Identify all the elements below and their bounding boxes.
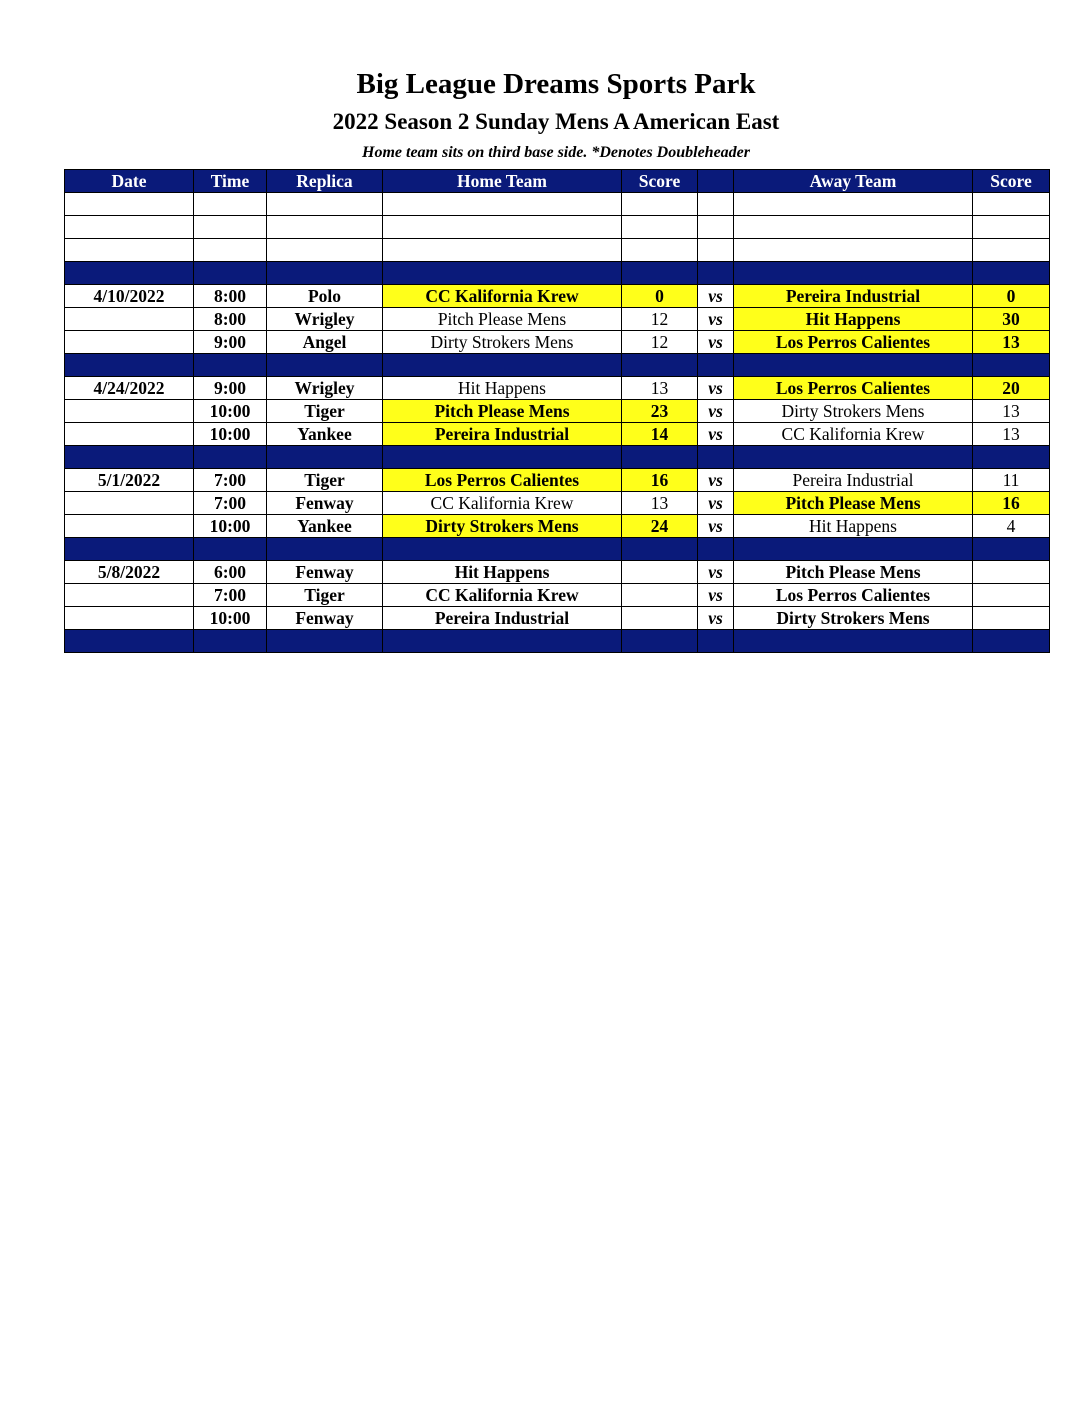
date-cell: 4/10/2022: [65, 285, 194, 308]
game-row: [65, 584, 1050, 607]
replica-cell: Tiger: [267, 400, 383, 423]
replica-cell: [267, 262, 383, 285]
time-cell: [194, 239, 267, 262]
replica-cell: Fenway: [267, 561, 383, 584]
game-row: [65, 423, 1050, 446]
home-team-cell: Pitch Please Mens: [383, 400, 622, 423]
date-cell: [65, 308, 194, 331]
replica-cell: [267, 193, 383, 216]
col-header-home-team: Home Team: [383, 170, 622, 193]
vs-cell: [698, 446, 734, 469]
away-score-cell: 20: [973, 377, 1050, 400]
away-score-cell: [973, 607, 1050, 630]
away-score-cell: [973, 262, 1050, 285]
away-team-cell: Pitch Please Mens: [734, 492, 973, 515]
away-score-cell: 13: [973, 331, 1050, 354]
home-team-cell: Dirty Strokers Mens: [383, 331, 622, 354]
home-team-cell: Hit Happens: [383, 377, 622, 400]
home-team-cell: Pitch Please Mens: [383, 308, 622, 331]
away-team-cell: [734, 354, 973, 377]
home-score-cell: 12: [622, 308, 698, 331]
time-cell: 7:00: [194, 469, 267, 492]
vs-cell: vs: [698, 285, 734, 308]
home-score-cell: 16: [622, 469, 698, 492]
time-cell: [194, 446, 267, 469]
home-score-cell: [622, 607, 698, 630]
time-cell: 10:00: [194, 400, 267, 423]
replica-cell: [267, 446, 383, 469]
home-team-cell: [383, 630, 622, 653]
date-cell: [65, 607, 194, 630]
home-team-cell: [383, 354, 622, 377]
away-team-cell: Hit Happens: [734, 515, 973, 538]
separator-row: [65, 262, 1050, 285]
vs-cell: vs: [698, 308, 734, 331]
home-team-cell: Hit Happens: [383, 561, 622, 584]
time-cell: 10:00: [194, 423, 267, 446]
col-header-time: Time: [194, 170, 267, 193]
blank-row: [65, 193, 1050, 216]
time-cell: [194, 193, 267, 216]
away-score-cell: 30: [973, 308, 1050, 331]
vs-cell: [698, 262, 734, 285]
date-cell: [65, 492, 194, 515]
page-subtitle: 2022 Season 2 Sunday Mens A American East: [332, 109, 780, 134]
replica-cell: Angel: [267, 331, 383, 354]
separator-row: [65, 446, 1050, 469]
replica-cell: [267, 538, 383, 561]
date-cell: [65, 630, 194, 653]
date-cell: [65, 216, 194, 239]
away-score-cell: [973, 538, 1050, 561]
home-team-cell: [383, 538, 622, 561]
game-row: [65, 515, 1050, 538]
away-team-cell: [734, 630, 973, 653]
away-score-cell: 16: [973, 492, 1050, 515]
home-score-cell: 23: [622, 400, 698, 423]
game-row: [65, 561, 1050, 584]
away-team-cell: Los Perros Calientes: [734, 584, 973, 607]
home-score-cell: [622, 538, 698, 561]
vs-cell: [698, 630, 734, 653]
time-cell: 8:00: [194, 285, 267, 308]
vs-cell: [698, 354, 734, 377]
date-cell: [65, 515, 194, 538]
game-row: [65, 492, 1050, 515]
away-team-cell: [734, 446, 973, 469]
game-row: [65, 469, 1050, 492]
home-team-cell: [383, 193, 622, 216]
vs-cell: [698, 216, 734, 239]
separator-row: [65, 354, 1050, 377]
page-note: Home team sits on third base side. *Denotes Doubleheader: [362, 144, 750, 161]
away-score-cell: [973, 584, 1050, 607]
home-score-cell: [622, 193, 698, 216]
away-score-cell: [973, 239, 1050, 262]
replica-cell: [267, 630, 383, 653]
vs-cell: [698, 239, 734, 262]
replica-cell: Fenway: [267, 492, 383, 515]
away-score-cell: 13: [973, 400, 1050, 423]
home-team-cell: CC Kalifornia Krew: [383, 285, 622, 308]
home-score-cell: 14: [622, 423, 698, 446]
away-team-cell: [734, 262, 973, 285]
time-cell: 9:00: [194, 331, 267, 354]
vs-cell: vs: [698, 607, 734, 630]
away-score-cell: [973, 216, 1050, 239]
time-cell: [194, 538, 267, 561]
blank-row: [65, 239, 1050, 262]
away-team-cell: Hit Happens: [734, 308, 973, 331]
away-score-cell: 11: [973, 469, 1050, 492]
away-score-cell: [973, 561, 1050, 584]
game-row: [65, 285, 1050, 308]
away-score-cell: 13: [973, 423, 1050, 446]
vs-cell: vs: [698, 400, 734, 423]
date-cell: [65, 423, 194, 446]
replica-cell: Wrigley: [267, 377, 383, 400]
col-header-away-score: Score: [973, 170, 1050, 193]
replica-cell: [267, 216, 383, 239]
date-cell: [65, 193, 194, 216]
date-cell: 5/8/2022: [65, 561, 194, 584]
home-score-cell: 13: [622, 377, 698, 400]
away-team-cell: Los Perros Calientes: [734, 377, 973, 400]
schedule-table: [64, 169, 1050, 653]
date-cell: [65, 262, 194, 285]
game-row: [65, 377, 1050, 400]
home-team-cell: Dirty Strokers Mens: [383, 515, 622, 538]
home-score-cell: [622, 584, 698, 607]
col-header-replica: Replica: [267, 170, 383, 193]
date-cell: [65, 331, 194, 354]
time-cell: 10:00: [194, 515, 267, 538]
home-team-cell: [383, 262, 622, 285]
date-cell: [65, 538, 194, 561]
vs-cell: vs: [698, 377, 734, 400]
game-row: [65, 308, 1050, 331]
home-score-cell: 12: [622, 331, 698, 354]
date-cell: [65, 446, 194, 469]
date-cell: 4/24/2022: [65, 377, 194, 400]
page-title: Big League Dreams Sports Park: [356, 68, 756, 100]
separator-row: [65, 538, 1050, 561]
col-header-away-team: Away Team: [734, 170, 973, 193]
away-team-cell: [734, 239, 973, 262]
time-cell: 7:00: [194, 492, 267, 515]
away-team-cell: Pereira Industrial: [734, 285, 973, 308]
home-score-cell: [622, 216, 698, 239]
away-team-cell: [734, 538, 973, 561]
vs-cell: vs: [698, 423, 734, 446]
time-cell: 8:00: [194, 308, 267, 331]
away-team-cell: [734, 216, 973, 239]
game-row: [65, 607, 1050, 630]
replica-cell: Polo: [267, 285, 383, 308]
away-score-cell: 4: [973, 515, 1050, 538]
time-cell: [194, 354, 267, 377]
home-score-cell: [622, 354, 698, 377]
vs-cell: [698, 193, 734, 216]
time-cell: [194, 216, 267, 239]
time-cell: 6:00: [194, 561, 267, 584]
home-team-cell: Los Perros Calientes: [383, 469, 622, 492]
away-team-cell: CC Kalifornia Krew: [734, 423, 973, 446]
time-cell: [194, 262, 267, 285]
home-score-cell: [622, 630, 698, 653]
home-team-cell: [383, 446, 622, 469]
replica-cell: Fenway: [267, 607, 383, 630]
replica-cell: [267, 239, 383, 262]
vs-cell: vs: [698, 515, 734, 538]
away-team-cell: [734, 193, 973, 216]
replica-cell: Tiger: [267, 469, 383, 492]
away-score-cell: [973, 193, 1050, 216]
time-cell: 9:00: [194, 377, 267, 400]
home-score-cell: [622, 239, 698, 262]
home-team-cell: [383, 239, 622, 262]
away-score-cell: [973, 354, 1050, 377]
replica-cell: [267, 354, 383, 377]
vs-cell: vs: [698, 492, 734, 515]
date-cell: [65, 584, 194, 607]
away-score-cell: [973, 630, 1050, 653]
vs-cell: vs: [698, 331, 734, 354]
date-cell: [65, 400, 194, 423]
home-team-cell: CC Kalifornia Krew: [383, 584, 622, 607]
col-header-date: Date: [65, 170, 194, 193]
home-team-cell: [383, 216, 622, 239]
away-score-cell: 0: [973, 285, 1050, 308]
date-cell: [65, 239, 194, 262]
away-team-cell: Pitch Please Mens: [734, 561, 973, 584]
home-score-cell: [622, 446, 698, 469]
vs-cell: vs: [698, 561, 734, 584]
away-team-cell: Dirty Strokers Mens: [734, 400, 973, 423]
home-team-cell: Pereira Industrial: [383, 607, 622, 630]
away-team-cell: Pereira Industrial: [734, 469, 973, 492]
home-score-cell: 13: [622, 492, 698, 515]
vs-cell: [698, 538, 734, 561]
game-row: [65, 400, 1050, 423]
replica-cell: Tiger: [267, 584, 383, 607]
away-team-cell: Dirty Strokers Mens: [734, 607, 973, 630]
blank-row: [65, 216, 1050, 239]
away-score-cell: [973, 446, 1050, 469]
col-header-home-score: Score: [622, 170, 698, 193]
replica-cell: Wrigley: [267, 308, 383, 331]
col-header-vs: [698, 170, 734, 193]
vs-cell: vs: [698, 469, 734, 492]
game-row: [65, 331, 1050, 354]
time-cell: 7:00: [194, 584, 267, 607]
vs-cell: vs: [698, 584, 734, 607]
home-score-cell: [622, 561, 698, 584]
home-team-cell: Pereira Industrial: [383, 423, 622, 446]
date-cell: 5/1/2022: [65, 469, 194, 492]
replica-cell: Yankee: [267, 423, 383, 446]
table-header-row: [65, 170, 1050, 193]
replica-cell: Yankee: [267, 515, 383, 538]
home-team-cell: CC Kalifornia Krew: [383, 492, 622, 515]
away-team-cell: Los Perros Calientes: [734, 331, 973, 354]
time-cell: 10:00: [194, 607, 267, 630]
home-score-cell: 0: [622, 285, 698, 308]
separator-row: [65, 630, 1050, 653]
time-cell: [194, 630, 267, 653]
date-cell: [65, 354, 194, 377]
home-score-cell: 24: [622, 515, 698, 538]
home-score-cell: [622, 262, 698, 285]
